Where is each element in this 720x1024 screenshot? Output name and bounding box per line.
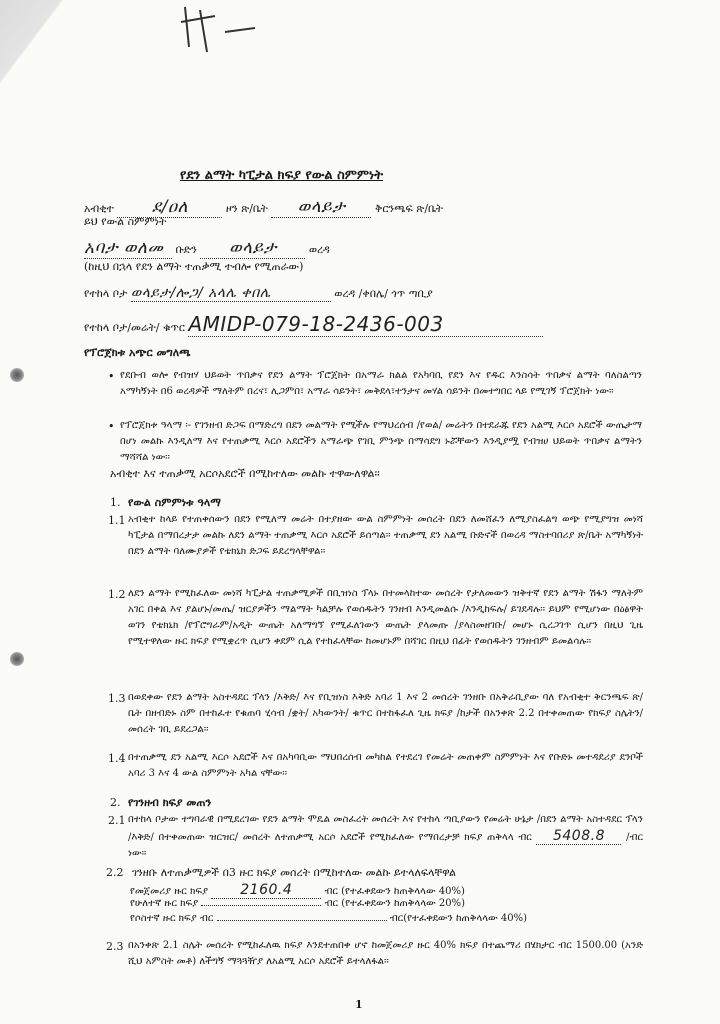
zone-label: ዞን ጽ/ቤት xyxy=(225,202,268,215)
bullet-marker: • xyxy=(108,370,115,383)
plot-id-value: AMIDP-079-18-2436-003 xyxy=(188,312,543,337)
address-label: የተከላ ቦታ xyxy=(84,287,128,300)
giver-label: አብቂተ xyxy=(84,202,114,215)
payment-1-amount: 2160.4 xyxy=(211,882,321,899)
payment-3-label: የሶስተኛ ዙር ክፍያ ብር xyxy=(130,913,214,924)
bullet-paragraph-2: የፕሮጀክቱ ዓላማ ፡- የገንዘብ ድጋፍ በማድረግ በደን መልማት የሚችሉ የማህረሰብ /የወል/ መሬትን በተደራጁ የደን አልሚ እርሶ አደሮች ውጤታማ በሆነ መልኩ እንዲለማ እና የተጠቃሚ እርሶ አደሮችን አማራጭ የገቢ ምንጭ በማሳደግ ኑሯቸውን እንዲያሟ የብዝሀ ህይወት ጥበቃና ልማትን ማሻሻል ነው፡፡ xyxy=(120,420,642,463)
item-2-1-body: በተከላ ቦታው ተግባራዊ በሚደረገው የደን ልማት ሞዴል መስፈረት መሰረት እና የተከላ ጣቢያውን የመሬት ሁኔታ /በደን ልማት አስተዳደር ፕላን /እቅድ/ በተቀመጠው ዝርዝር/ መሰረት ለተጠቃሚ አርሶ አደሮች የሚከፈለው የማበረታቻ ክፍያ ጠቅላላ ብር xyxy=(128,814,643,843)
item-1-3-text: በወደቀው የደን ልማት አስተዳደር ፕላን /እቅድ/ እና የቢዝነስ እቅድ አባሪ 1 እና 2 መሰረት ገንዘቡ በአቅራቢያው ባለ የአብቂተ ቅርንጫፍ ጽ/ቤት በዘብድኑ ስም በተከፈተ የቁጠባ ሂሳብ /ቋት/ አካውንት/ ቁጥር በተከፋፈለ ጊዜ ክፍያ /ከታች በአንቀጽ 2.2 በተቀመጠው የክፍያ ስሌትን/ መሰረት ገቢ ይደረጋል፡፡ xyxy=(128,692,643,735)
payment-2-amount xyxy=(201,905,321,906)
item-2-3-number: 2.3 xyxy=(106,940,124,953)
bullet-marker: • xyxy=(108,420,115,433)
payment-row-2 xyxy=(130,898,465,909)
address-value: ወላይታ/ሎጋ/ አላሌ ቀበሌ xyxy=(131,285,331,302)
woreda-label: ቅርንጫፍ ጽ/ቤት xyxy=(374,202,444,215)
header-line-4 xyxy=(84,312,543,337)
page-corner-shadow xyxy=(0,0,124,141)
item-1-2-number: 1.2 xyxy=(108,588,126,601)
payment-row-1 xyxy=(130,882,465,899)
intro-line: አብቂተ እና ተጠቃሚ አርሶአደሮች በሚከተለው መልኩ ተዋውለዋል፡፡ xyxy=(110,467,380,480)
item-1-2-text: ለደን ልማት የሚከፈለው መነሻ ካፒታል ተጠቃሚዎች በቢዝነስ ፕላኑ በተመላከተው መሰረት የታለመውን ዝቅተኛ የደን ልማት ሽፋን ማለትም አገር በቀል እና ያልሆኑ/መጤ/ ዝርያዎችን ማልማት ካልቻሉ የወሰዱትን ገንዘብ እንዲመልሱ /እንዲከፍሉ/ ይገደዳሉ፡፡ ይህም የሚሆነው በዕፅዋት ወገን የቴክኒክ /የፕሮግራም/አዲት ውጤት አለማግኘ የሚፈለገውን ውጤት ያላመጡ /ያላስመዘገቡ/ መሆኑ ሲረጋገጥ ሲሆን በዚህ ጊዜ የሚተዋለው ዙር ክፍያ የሚቋረጥ ሲሆን ቀደም ሲል የተከፈላቸው ከመሆኑም በሻገር በዚህ በፊት የወሰዱትን ገንዘብም ይመልሳሉ፡፡ xyxy=(128,588,643,647)
item-2-1-suffix: /ብር ነው፡፡ xyxy=(128,832,644,859)
item-2-3-text: በአንቀጽ 2.1 ስሌት መሰረት የሚከፈለዉ ክፍያ እንደተጠበቀ ሆኖ ከመጀመሪያ ዙር 40% ክፍያ በተጨማሪ በሄክታር ብር 1500.00 (አንድ ሺህ አምስት መቶ) ለችግኝ ማጓጓዥያ ለአልሚ አርሶ አደሮች ይተላለፋል፡፡ xyxy=(128,940,643,967)
payment-1-label: የመጀመሪያ ዙር ክፍያ xyxy=(130,886,209,897)
agreement-label: ይህ የውል ስምምነት xyxy=(84,215,167,228)
item-2-1-number: 2.1 xyxy=(108,814,126,827)
section-1-title: የውል ስምምነቱ ዓላማ xyxy=(128,496,221,509)
section-2-title: የገንዘብ ክፍያ መጠን xyxy=(128,796,212,809)
item-2-1-text xyxy=(128,812,643,862)
document-title: የደን ልማት ካፒታል ክፍያ የውል ስምምነት xyxy=(180,168,383,183)
item-1-1-number: 1.1 xyxy=(108,514,126,527)
group-value: ወላይታ xyxy=(200,238,305,259)
project-summary-title: የፕሮጀክቱ አጭር መግለጫ xyxy=(84,346,191,359)
item-1-3-number: 1.3 xyxy=(108,692,126,705)
item-2-2-number: 2.2 xyxy=(106,866,124,879)
total-amount: 5408.8 xyxy=(536,828,621,845)
section-2-number: 2. xyxy=(110,796,121,809)
payment-row-3 xyxy=(130,913,527,924)
plot-id-label: የተከላ ቦታ/መሬት/ ቁጥር xyxy=(84,321,185,334)
handwritten-mark-icon xyxy=(175,2,265,62)
item-1-4-number: 1.4 xyxy=(108,752,126,765)
payment-3-note: ብር(የተፈቀደውን ከጠቅላላው 40%) xyxy=(389,913,528,924)
zone-value: ወላይታ xyxy=(271,197,371,218)
header-line-2 xyxy=(84,238,330,259)
item-2-2-text: ገንዘቡ ለተጠቃሚዎች በ3 ዙር ክፍያ መሰረት በሚከተለው መልኩ ይተላለፍላቸዋል xyxy=(132,866,456,879)
page-number: 1 xyxy=(355,998,363,1011)
payment-2-note: ብር (የተፈቀደውን ከጠቅላላው 20%) xyxy=(324,898,466,909)
punch-hole-icon xyxy=(10,368,24,382)
item-1-1-text: አብቂተ ከላይ የተጠቀሰውን በደን የሚለማ መሬት በተያዘው ውል ስምምነት መሰረት በደን ለመሸፈን ለሚያስፈልግ ወጭ የሚያግዝ መነሻ ካፒታል በማበረታታ መልኩ ለደን ልማት ተጠቃሚ እርሶ አደሮች ይሰጣል፡፡ ተጠቃሚ ደን አልሚ ቡድኖች በወረዳ ማስተባበሪያ ጽ/ቤት አማካኝነት በደን ልማት ባለሙያዎች የቴክኒክ ድጋፍ ይደረግላቸዋል፡፡ xyxy=(128,514,643,557)
header-line-3 xyxy=(84,285,433,302)
group-label: ቡድን xyxy=(175,243,197,256)
woreda2-label: ወረዳ xyxy=(308,243,330,256)
item-1-4-text: በተጠቃሚ ደን አልሚ እርሶ አደሮች እና በአካባቢው ማህበረሰብ መካከል የተደረገ የመሬት መጠቀም ስምምነት እና የቡድኑ መተዳደሪያ ደንቦች አባሪ 3 እና 4 ውል ስምምነት አካል ናቸው፡፡ xyxy=(128,752,643,779)
giver-value: ደ/ዐለ xyxy=(117,197,222,218)
punch-hole-icon xyxy=(10,652,24,666)
payment-1-note: ብር (የተፈቀደውን ከጠቅላላው 40%) xyxy=(324,886,465,897)
address-suffix: ወረዳ /ቀበሌ/ ጎጥ ጣቢያ xyxy=(334,287,433,300)
bullet-paragraph-1: የደቡብ ወሎ የብዝሃ ህይወት ጥበቃና የደን ልማት ፕሮጀክት በአማራ ክልል የአካባቢ የደን እና የዱር እንስሳት ጥበቃና ልማት ባለስልጣን አማካኝነት በ6 ወረዳዎች ማለትም በረና፣ ሊጋምበ፣ አማራ ሳይንት፣ መቅደላ፣ተንታና መሃል ሳይንት በመተግበር ላይ የሚገኝ ፕሮጀክት ነው፡፡ xyxy=(120,370,642,397)
payment-2-label: የሁለተኛ ዙር ክፍያ xyxy=(130,898,199,909)
section-1-number: 1. xyxy=(110,496,121,509)
payment-3-amount xyxy=(217,920,387,921)
receiver-value: አባታ ወለመ xyxy=(84,238,172,259)
beneficiary-note: (ከዚህ በኋላ የደን ልማት ተጠቃሚ ተብሎ የሚጠራው) xyxy=(84,260,304,273)
